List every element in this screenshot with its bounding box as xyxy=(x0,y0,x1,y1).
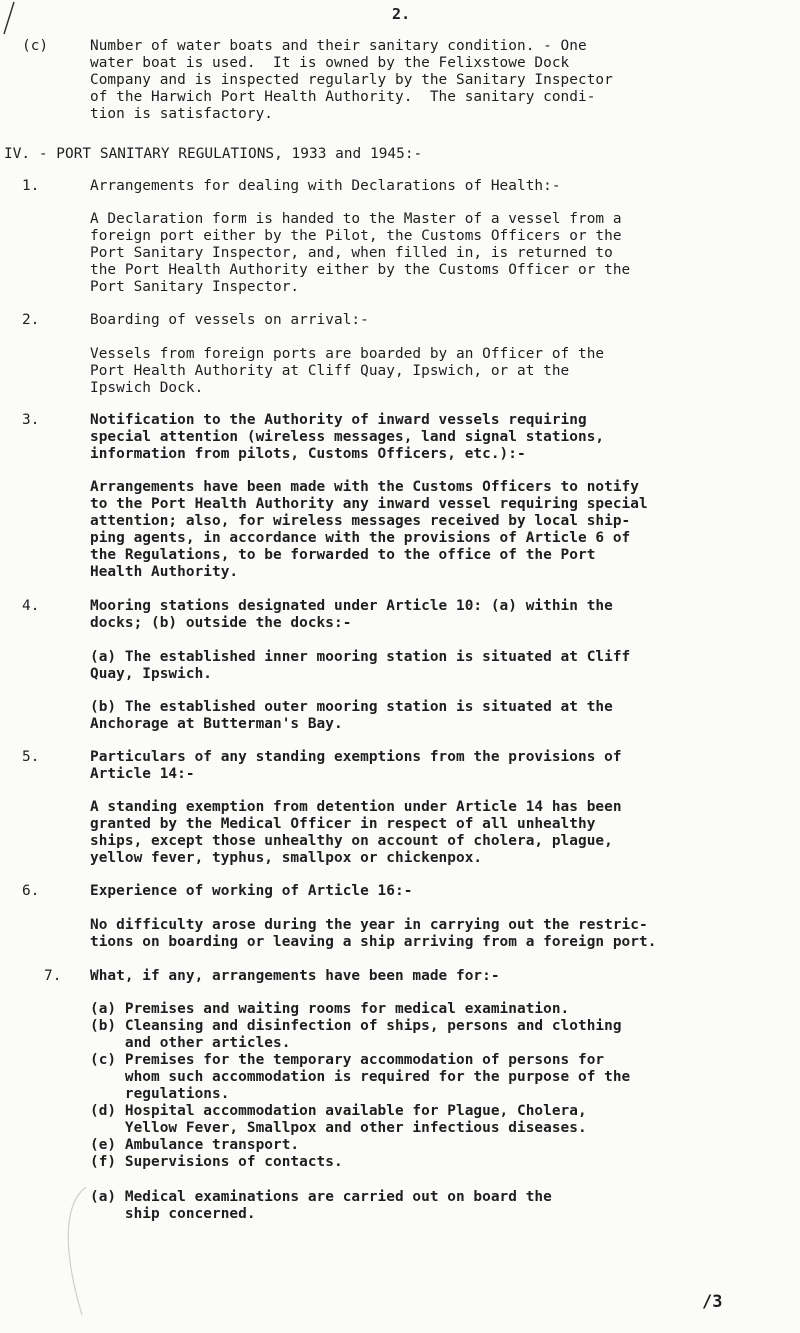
text-line: What, if any, arrangements have been made for:- xyxy=(90,968,500,984)
text-line: 1. xyxy=(22,178,40,194)
text-line: Mooring stations designated under Article 10: (a) within the xyxy=(90,598,613,614)
text-line: Number of water boats and their sanitary condition. - One xyxy=(90,38,587,54)
text-line: 7. xyxy=(44,968,62,984)
text-line: Boarding of vessels on arrival:- xyxy=(90,312,369,328)
text-line: Health Authority. xyxy=(90,564,239,580)
text-line: Company and is inspected regularly by the Sanitary Inspector xyxy=(90,72,613,88)
text-line: Article 14:- xyxy=(90,766,195,782)
text-line: attention; also, for wireless messages received by local ship- xyxy=(90,513,631,529)
text-line: (a) Medical examinations are carried out on board the xyxy=(90,1189,552,1205)
text-line: (e) Ambulance transport. xyxy=(90,1137,300,1153)
text-line: Port Sanitary Inspector. xyxy=(90,279,300,295)
text-line: 2. xyxy=(22,312,40,328)
text-line: Notification to the Authority of inward vessels requiring xyxy=(90,412,587,428)
text-line: the Port Health Authority either by the Customs Officer or the xyxy=(90,262,631,278)
text-line: 5. xyxy=(22,749,40,765)
text-line: 6. xyxy=(22,883,40,899)
text-line: special attention (wireless messages, land signal stations, xyxy=(90,429,605,445)
text-line: A Declaration form is handed to the Master of a vessel from a xyxy=(90,211,622,227)
text-line: No difficulty arose during the year in carrying out the restric- xyxy=(90,917,648,933)
text-line: Particulars of any standing exemptions from the provisions of xyxy=(90,749,622,765)
text-line: regulations. xyxy=(90,1086,230,1102)
text-line: Port Sanitary Inspector, and, when filled in, is returned to xyxy=(90,245,613,261)
text-line: 3. xyxy=(22,412,40,428)
text-line: granted by the Medical Officer in respect of all unhealthy xyxy=(90,816,596,832)
text-line: foreign port either by the Pilot, the Customs Officers or the xyxy=(90,228,622,244)
text-line: (c) Premises for the temporary accommodation of persons for xyxy=(90,1052,605,1068)
text-line: yellow fever, typhus, smallpox or chickenpox. xyxy=(90,850,483,866)
text-line: Anchorage at Butterman's Bay. xyxy=(90,716,343,732)
text-line: IV. - PORT SANITARY REGULATIONS, 1933 and 1945:- xyxy=(4,146,423,162)
text-line: whom such accommodation is required for the purpose of the xyxy=(90,1069,631,1085)
text-line: Arrangements have been made with the Customs Officers to notify xyxy=(90,479,639,495)
text-line: Yellow Fever, Smallpox and other infectious diseases. xyxy=(90,1120,587,1136)
text-line: (a) Premises and waiting rooms for medical examination. xyxy=(90,1001,570,1017)
text-line: ships, except those unhealthy on account of cholera, plague, xyxy=(90,833,613,849)
text-line: (d) Hospital accommodation available for Plague, Cholera, xyxy=(90,1103,587,1119)
text-line: tions on boarding or leaving a ship arriving from a foreign port. xyxy=(90,934,657,950)
text-line: A standing exemption from detention under Article 14 has been xyxy=(90,799,622,815)
bracket-pencil-mark xyxy=(12,1175,92,1325)
text-line: Experience of working of Article 16:- xyxy=(90,883,413,899)
text-line: ship concerned. xyxy=(90,1206,256,1222)
text-line: the Regulations, to be forwarded to the office of the Port xyxy=(90,547,596,563)
text-line: Quay, Ipswich. xyxy=(90,666,212,682)
text-line: 4. xyxy=(22,598,40,614)
text-line: of the Harwich Port Health Authority. The sanitary condi- xyxy=(90,89,596,105)
text-line: (f) Supervisions of contacts. xyxy=(90,1154,343,1170)
text-line: (b) The established outer mooring station is situated at the xyxy=(90,699,613,715)
continuation-marker: /3 xyxy=(702,1292,723,1312)
text-line: water boat is used. It is owned by the Felixstowe Dock xyxy=(90,55,570,71)
text-line: tion is satisfactory. xyxy=(90,106,273,122)
text-line: (b) Cleansing and disinfection of ships, persons and clothing xyxy=(90,1018,622,1034)
page-number: 2. xyxy=(392,5,411,23)
text-line: (c) xyxy=(22,38,49,54)
text-line: docks; (b) outside the docks:- xyxy=(90,615,352,631)
corner-pencil-mark xyxy=(0,0,30,40)
text-line: to the Port Health Authority any inward vessel requiring special xyxy=(90,496,648,512)
text-line: Ipswich Dock. xyxy=(90,380,204,396)
text-line: (a) The established inner mooring station is situated at Cliff xyxy=(90,649,631,665)
text-line: ping agents, in accordance with the provisions of Article 6 of xyxy=(90,530,631,546)
text-line: and other articles. xyxy=(90,1035,291,1051)
text-line: Port Health Authority at Cliff Quay, Ipswich, or at the xyxy=(90,363,570,379)
text-line: information from pilots, Customs Officers, etc.):- xyxy=(90,446,526,462)
text-line: Vessels from foreign ports are boarded by an Officer of the xyxy=(90,346,605,362)
text-line: Arrangements for dealing with Declarations of Health:- xyxy=(90,178,561,194)
